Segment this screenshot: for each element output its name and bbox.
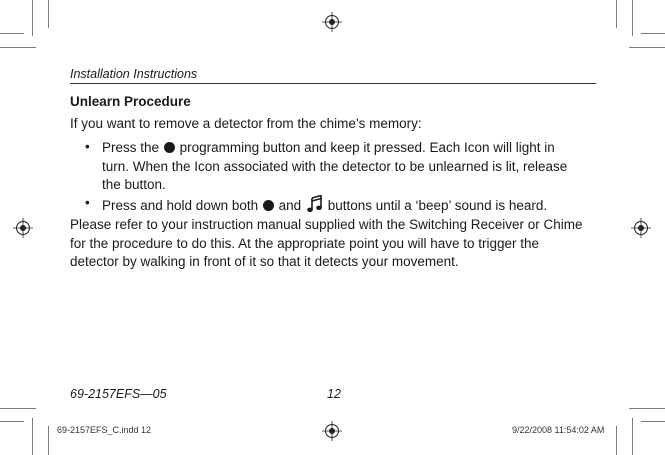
- program-button-icon: [164, 142, 175, 153]
- paragraph-line: Please refer to your instruction manual supplied with the Switching Receiver or Chime: [70, 217, 583, 232]
- document-number: 69-2157EFS—05: [70, 387, 167, 401]
- crop-mark: [32, 0, 33, 36]
- crop-mark: [32, 418, 33, 455]
- bullet-marker: •: [85, 139, 90, 154]
- crop-mark: [48, 426, 49, 455]
- running-title: Installation Instructions: [70, 67, 198, 81]
- intro-paragraph: If you want to remove a detector from the chime’s memory:: [70, 116, 422, 131]
- registration-mark-icon: [322, 421, 342, 441]
- slug-file-name: 69-2157EFS_C.indd 12: [57, 425, 152, 435]
- crop-mark: [616, 426, 617, 455]
- registration-mark-icon: [13, 218, 33, 238]
- bullet-item: [102, 195, 594, 216]
- crop-mark: [0, 33, 24, 34]
- bullet-line: [102, 139, 594, 158]
- crop-mark: [632, 418, 633, 455]
- bullet-line: the button.: [102, 177, 166, 192]
- crop-mark: [616, 0, 617, 28]
- crop-mark: [641, 421, 665, 422]
- page-number: 12: [327, 387, 341, 401]
- bullet-text-part: buttons until a ‘beep’ sound is heard.: [327, 198, 548, 213]
- crop-mark: [632, 0, 633, 36]
- program-button-icon: [263, 200, 274, 211]
- bullet-marker: •: [85, 195, 90, 210]
- bullet-line: turn. When the Icon associated with the detector to be unlearned is lit, release: [102, 158, 568, 174]
- paragraph-line: for the procedure to do this. At the appropriate point you will have to trigger the: [70, 235, 540, 251]
- crop-mark: [48, 0, 49, 28]
- registration-mark-icon: [322, 12, 342, 32]
- crop-mark: [629, 408, 665, 409]
- crop-mark: [641, 33, 665, 34]
- bullet-text-part: and: [278, 198, 302, 213]
- crop-mark: [629, 47, 665, 48]
- slug-timestamp: 9/22/2008 11:54:02 AM: [512, 425, 605, 435]
- bullet-text-part: programming button and keep it pressed. Each Icon will light in: [179, 140, 555, 155]
- bullet-text-part: Press the: [102, 140, 160, 155]
- crop-mark: [0, 47, 36, 48]
- closing-paragraph: [70, 216, 600, 272]
- crop-mark: [0, 408, 36, 409]
- header-rule: [70, 83, 596, 84]
- bullet-text-part: Press and hold down both: [102, 198, 259, 213]
- section-heading: Unlearn Procedure: [70, 94, 191, 109]
- crop-mark: [0, 421, 24, 422]
- bullet-item: [102, 139, 594, 195]
- paragraph-line: detector by walking in front of it so that it detects your movement.: [70, 254, 459, 269]
- music-note-icon: [307, 195, 322, 213]
- registration-mark-icon: [631, 218, 651, 238]
